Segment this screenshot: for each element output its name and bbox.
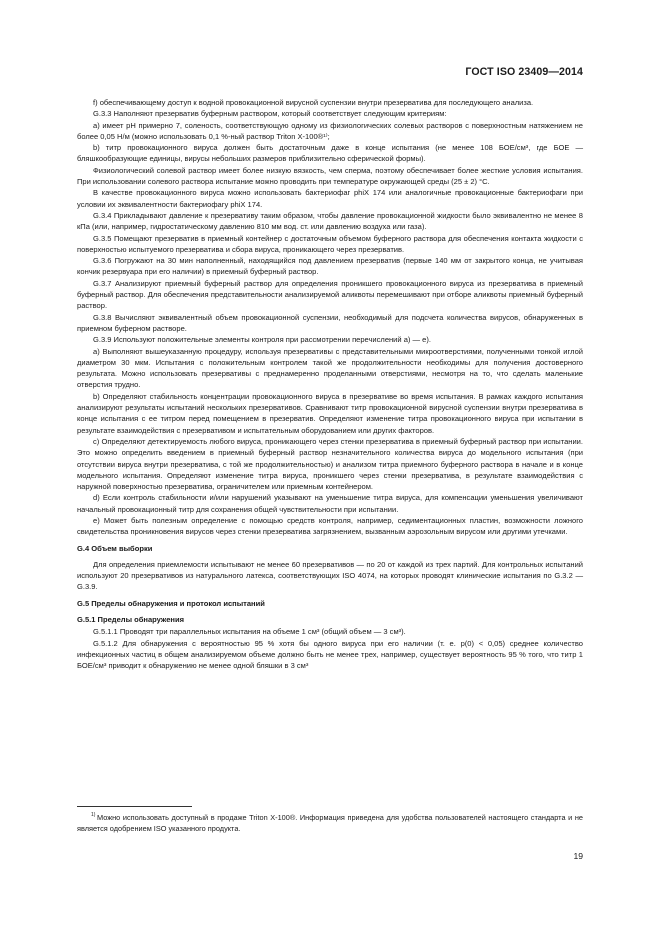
paragraph: f) обеспечивающему доступ к водной провокационной вирусной суспензии внутри презерватива для последующего анализа. [93,98,534,107]
paragraph: G.5.1.1 Проводят три параллельных испытания на объеме 1 см³ (общий объем — 3 см³). [93,627,406,637]
paragraph: d) Если контроль стабильности и/или нарушений указывают на уменьшение титра вируса, для компенсации уменьшения увеличивают начальный провокационный титр для сохранения общей чувствительности при испытании. [77,493,583,514]
footnote [77,812,583,835]
document-code: ГОСТ ISO 23409—2014 [465,66,583,78]
paragraph: a) имеет pH примерно 7, соленость, соответствующую одному из физиологических солевых растворов с поверхностным натяжением не более 0,05 Н/м (можно использовать 0,1 %-ный раствор Triton X-100®¹⁾; [77,120,583,141]
section-heading-g5: G.5 Пределы обнаружения и протокол испытаний [77,598,265,608]
footnote-divider [77,806,192,807]
paragraph: a) Выполняют вышеуказанную процедуру, используя презервативы с представительными микроотверстиями, полученными тонкой иглой диаметром 30 мкм. Испытания с положительным контролем такой же продолжительности необходимы для получения достоверного результата. Можно использовать презервативы с преднамеренно проделанными отверстиями, несмотря на то, что сделать маленькие отверстия трудно. [77,346,583,390]
paragraph: G.3.7 Анализируют приемный буферный раствор для определения проникшего провокационного вируса из презерватива в приемный буферный раствор. Для обеспечения представительности анализируемой аликвоты перемешивают при отборе аликвоты приемный буферный раствор. [77,278,583,311]
paragraph: b) Определяют стабильность концентрации провокационного вируса в презервативе во время испытания. В рамках каждого испытания анализируют результаты испытаний нескольких презервативов. Сравнивают титр провокационной вирусной суспензии внутри презерватива в конце испытания с ее титром перед помещением в презерватив. Определяют изменение титра провокационного вируса при испытании в результате взаимодействия с презервативом и испытательным оборудованием или других факторов. [77,391,583,435]
page-body [77,97,583,672]
paragraph: G.3.3 Наполняют презерватив буферным раствором, который соответствует следующим критериям: [93,109,447,119]
paragraph: G.3.6 Погружают на 30 мин наполненный, находящийся под давлением презерватив (первые 140 мм от закрытого конца, не учитывая кончик резервуара при его наличии) в приемный буферный раствор. [77,256,583,277]
footnote-mark: 1) [91,812,96,818]
paragraph: b) титр провокационного вируса должен быть достаточным даже в конце испытания (не менее 108 БОЕ/см³, где БОЕ — бляшкообразующие единицы, вирусы небольших размеров приблизительно сферической формы). [77,143,583,164]
subsection-heading-g5-1: G.5.1 Пределы обнаружения [77,615,184,625]
paragraph: В качестве провокационного вируса можно использовать бактериофаг phiX 174 или аналогичные провокационные бактериофаги при условии их эквивалентности бактериофагу phiX 174. [77,188,583,209]
paragraph: G.3.8 Вычисляют эквивалентный объем провокационной суспензии, необходимый для подсчета количества вирусов, обнаруженных в приемном буферном растворе. [77,312,583,333]
paragraph: G.3.4 Прикладывают давление к презервативу таким образом, чтобы давление провокационной жидкости было эквивалентно не менее 8 кПа (или, например, гидростатическому давлению 810 мм вод. ст. или давлению воздуха или газа). [77,210,583,232]
page-number: 19 [573,851,583,861]
paragraph: G.3.9 Используют положительные элементы контроля при рассмотрении перечислений a) — e). [93,335,431,345]
paragraph: G.3.5 Помещают презерватив в приемный контейнер с достаточным объемом буферного раствора для обеспечения контакта жидкости с поверхностью испытуемого презерватива и сбора вируса, проникающего через презерватив. [77,233,583,254]
section-heading-g4: G.4 Объем выборки [77,543,153,553]
paragraph: G.5.1.2 Для обнаружения с вероятностью 95 % хотя бы одного вируса при его наличии (т. е. p(0) < 0,05) среднее количество инфекционных частиц в общем анализируемом объеме должно быть не менее трех, например, существует вероятность 95 % того, что титр 1 БОЕ/см³ приводит к обнаружению не менее одной бляшки в 3 см³ [77,638,583,671]
footnote-text: Можно использовать доступный в продаже Triton X-100®. Информация приведена для удобства пользователей настоящего стандарта и не является одобрением ISO указанного продукта. [77,813,583,834]
paragraph: e) Может быть полезным определение с помощью средств контроля, например, седиментационных пластин, возможности ложного свидетельства проникновения вирусов через стенки презерватива загрязнением, вызванным аэрозольным вирусом или другими утечками. [77,515,583,537]
paragraph: c) Определяют детектируемость любого вируса, проникающего через стенки презерватива в приемный буферный раствор при испытании. Это можно определить введением в приемный буферный раствор незначительного количества вируса до модельного испытания (при отсутствии вируса внутри презерватива, с той же продолжительностью) и анализом титра приемного буферного раствора в начале и в конце модельного испытания. Определяют изменение титра вируса, проникшего через стенки презерватива, в результате взаимодействия с наружной поверхностью презерватива, ограничителем или приемным контейнером. [77,436,583,492]
paragraph: Для определения приемлемости испытывают не менее 60 презервативов — по 20 от каждой из трех партий. Для контрольных испытаний используют 20 презервативов из натурального латекса, соответствующих ISO 4074, на которых проводят клинические испытания по G.3.2 — G.3.9. [77,559,583,592]
paragraph: Физиологический солевой раствор имеет более низкую вязкость, чем сперма, поэтому обеспечивает более жесткие условия испытания. При использовании солевого раствора испытание можно проводить при температуре окружающей среды (25 ± 2) °C. [77,165,583,187]
